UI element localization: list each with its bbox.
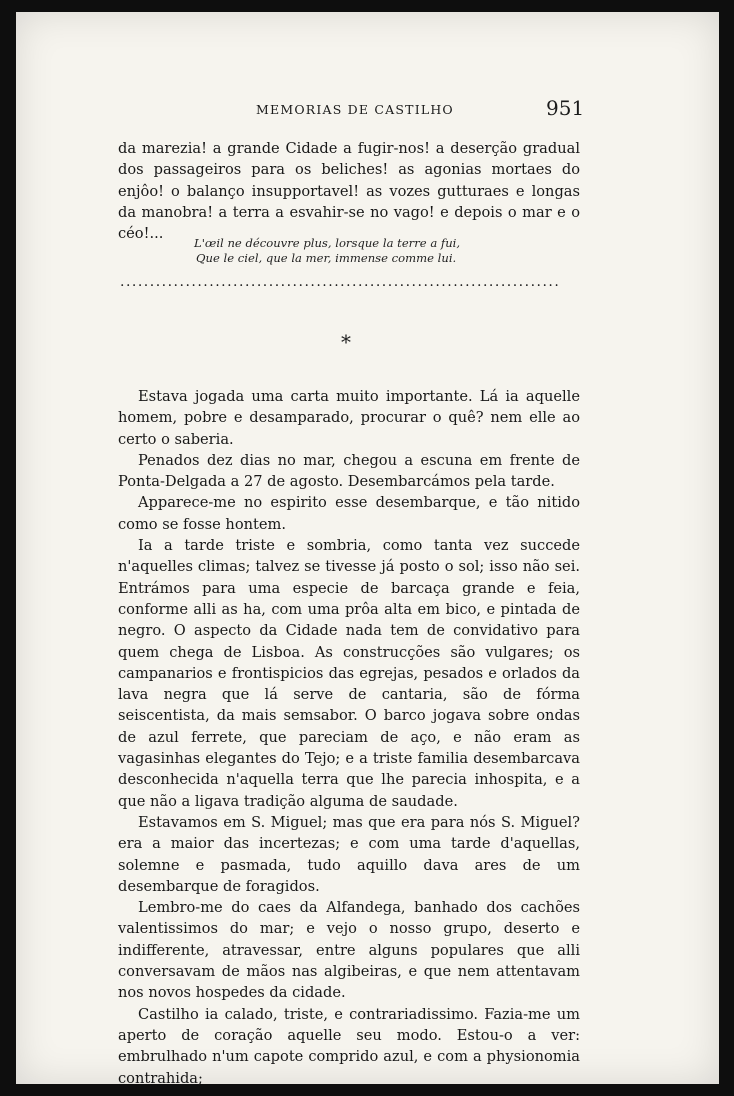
paragraph: Lembro-me do caes da Alfandega, banhado dos cachões valentissimos do mar; e vejo o nosso grupo, deserto e indifferente, atravessar, entre alguns populares que alli conversavam de mãos nas algibeiras, e que nem attentavam nos novos hospedes da cidade.	[118, 899, 580, 1002]
opening-paragraph: da marezia! a grande Cidade a fugir-nos! a deserção gradual dos passageiros para os beliches! as agonias mortaes do enjôo! o balanço insupportavel! as vozes gutturaes e longas da manobra! a terra a esvahir-se no vago! e depois o mar e o céo!...	[118, 140, 580, 243]
paragraph: Castilho ia calado, triste, e contrariadissimo. Fazia-me um aperto de coração aquelle seu modo. Estou-o a ver: embrulhado n'um capote comprido azul, e com a physionomia contrahida;	[118, 1005, 580, 1087]
running-title: MEMORIAS DE CASTILHO	[256, 102, 454, 117]
quote-line: L'œil ne découvre plus, lorsque la terre a fui,	[194, 236, 461, 250]
opening-text	[118, 138, 580, 244]
paragraph: Apparece-me no espirito esse desembarque, e tão nitido como se fosse hontem.	[118, 494, 580, 533]
paragraph: Penados dez dias no mar, chegou a escuna em frente de Ponta-Delgada a 27 de agosto. Desembarcámos pela tarde.	[118, 451, 580, 491]
paragraph: Estava jogada uma carta muito importante. Lá ia aquelle homem, pobre e desamparado, procurar o quê? nem elle ao certo o saberia.	[118, 388, 580, 448]
french-quote	[194, 236, 460, 266]
section-asterisk: *	[341, 330, 351, 354]
paragraph: Ia a tarde triste e sombria, como tanta vez succede n'aquelles climas; talvez se tivesse já posto o sol; isso não sei. Entrámos para uma especie de barcaça grande e feia, conforme alli as ha, com uma prôa alta em bico, e pintada de negro. O aspecto da Cidade nada tem de convidativo para quem chega de Lisboa. As construcções são vulgares; os campanarios e frontispicios das egrejas, pesados e orlados da lava negra que lá serve de cantaria, são de fórma seiscentista, da mais semsabor. O barco jogava sobre ondas de azul ferrete, que pareciam de aço, e não eram as vagasinhas elegantes do Tejo; e a triste familia desembarcava desconhecida n'aquella terra que lhe parecia inhospita, e a que não a ligava tradição alguma de saudade.	[118, 537, 580, 810]
page-number: 951	[546, 96, 585, 120]
paragraph: Estavamos em S. Miguel; mas que era para nós S. Miguel? era a maior das incertezas; e com uma tarde d'aquellas, solemne e pasmada, tudo aquillo dava ares de um desembarque de foragidos.	[118, 813, 580, 895]
page-header	[16, 96, 719, 122]
body-text	[118, 386, 580, 1089]
ellipsis-divider: ..........................................................................	[120, 274, 561, 290]
quote-line: Que le ciel, que la mer, immense comme lui.	[196, 251, 457, 265]
book-page	[16, 12, 719, 1087]
